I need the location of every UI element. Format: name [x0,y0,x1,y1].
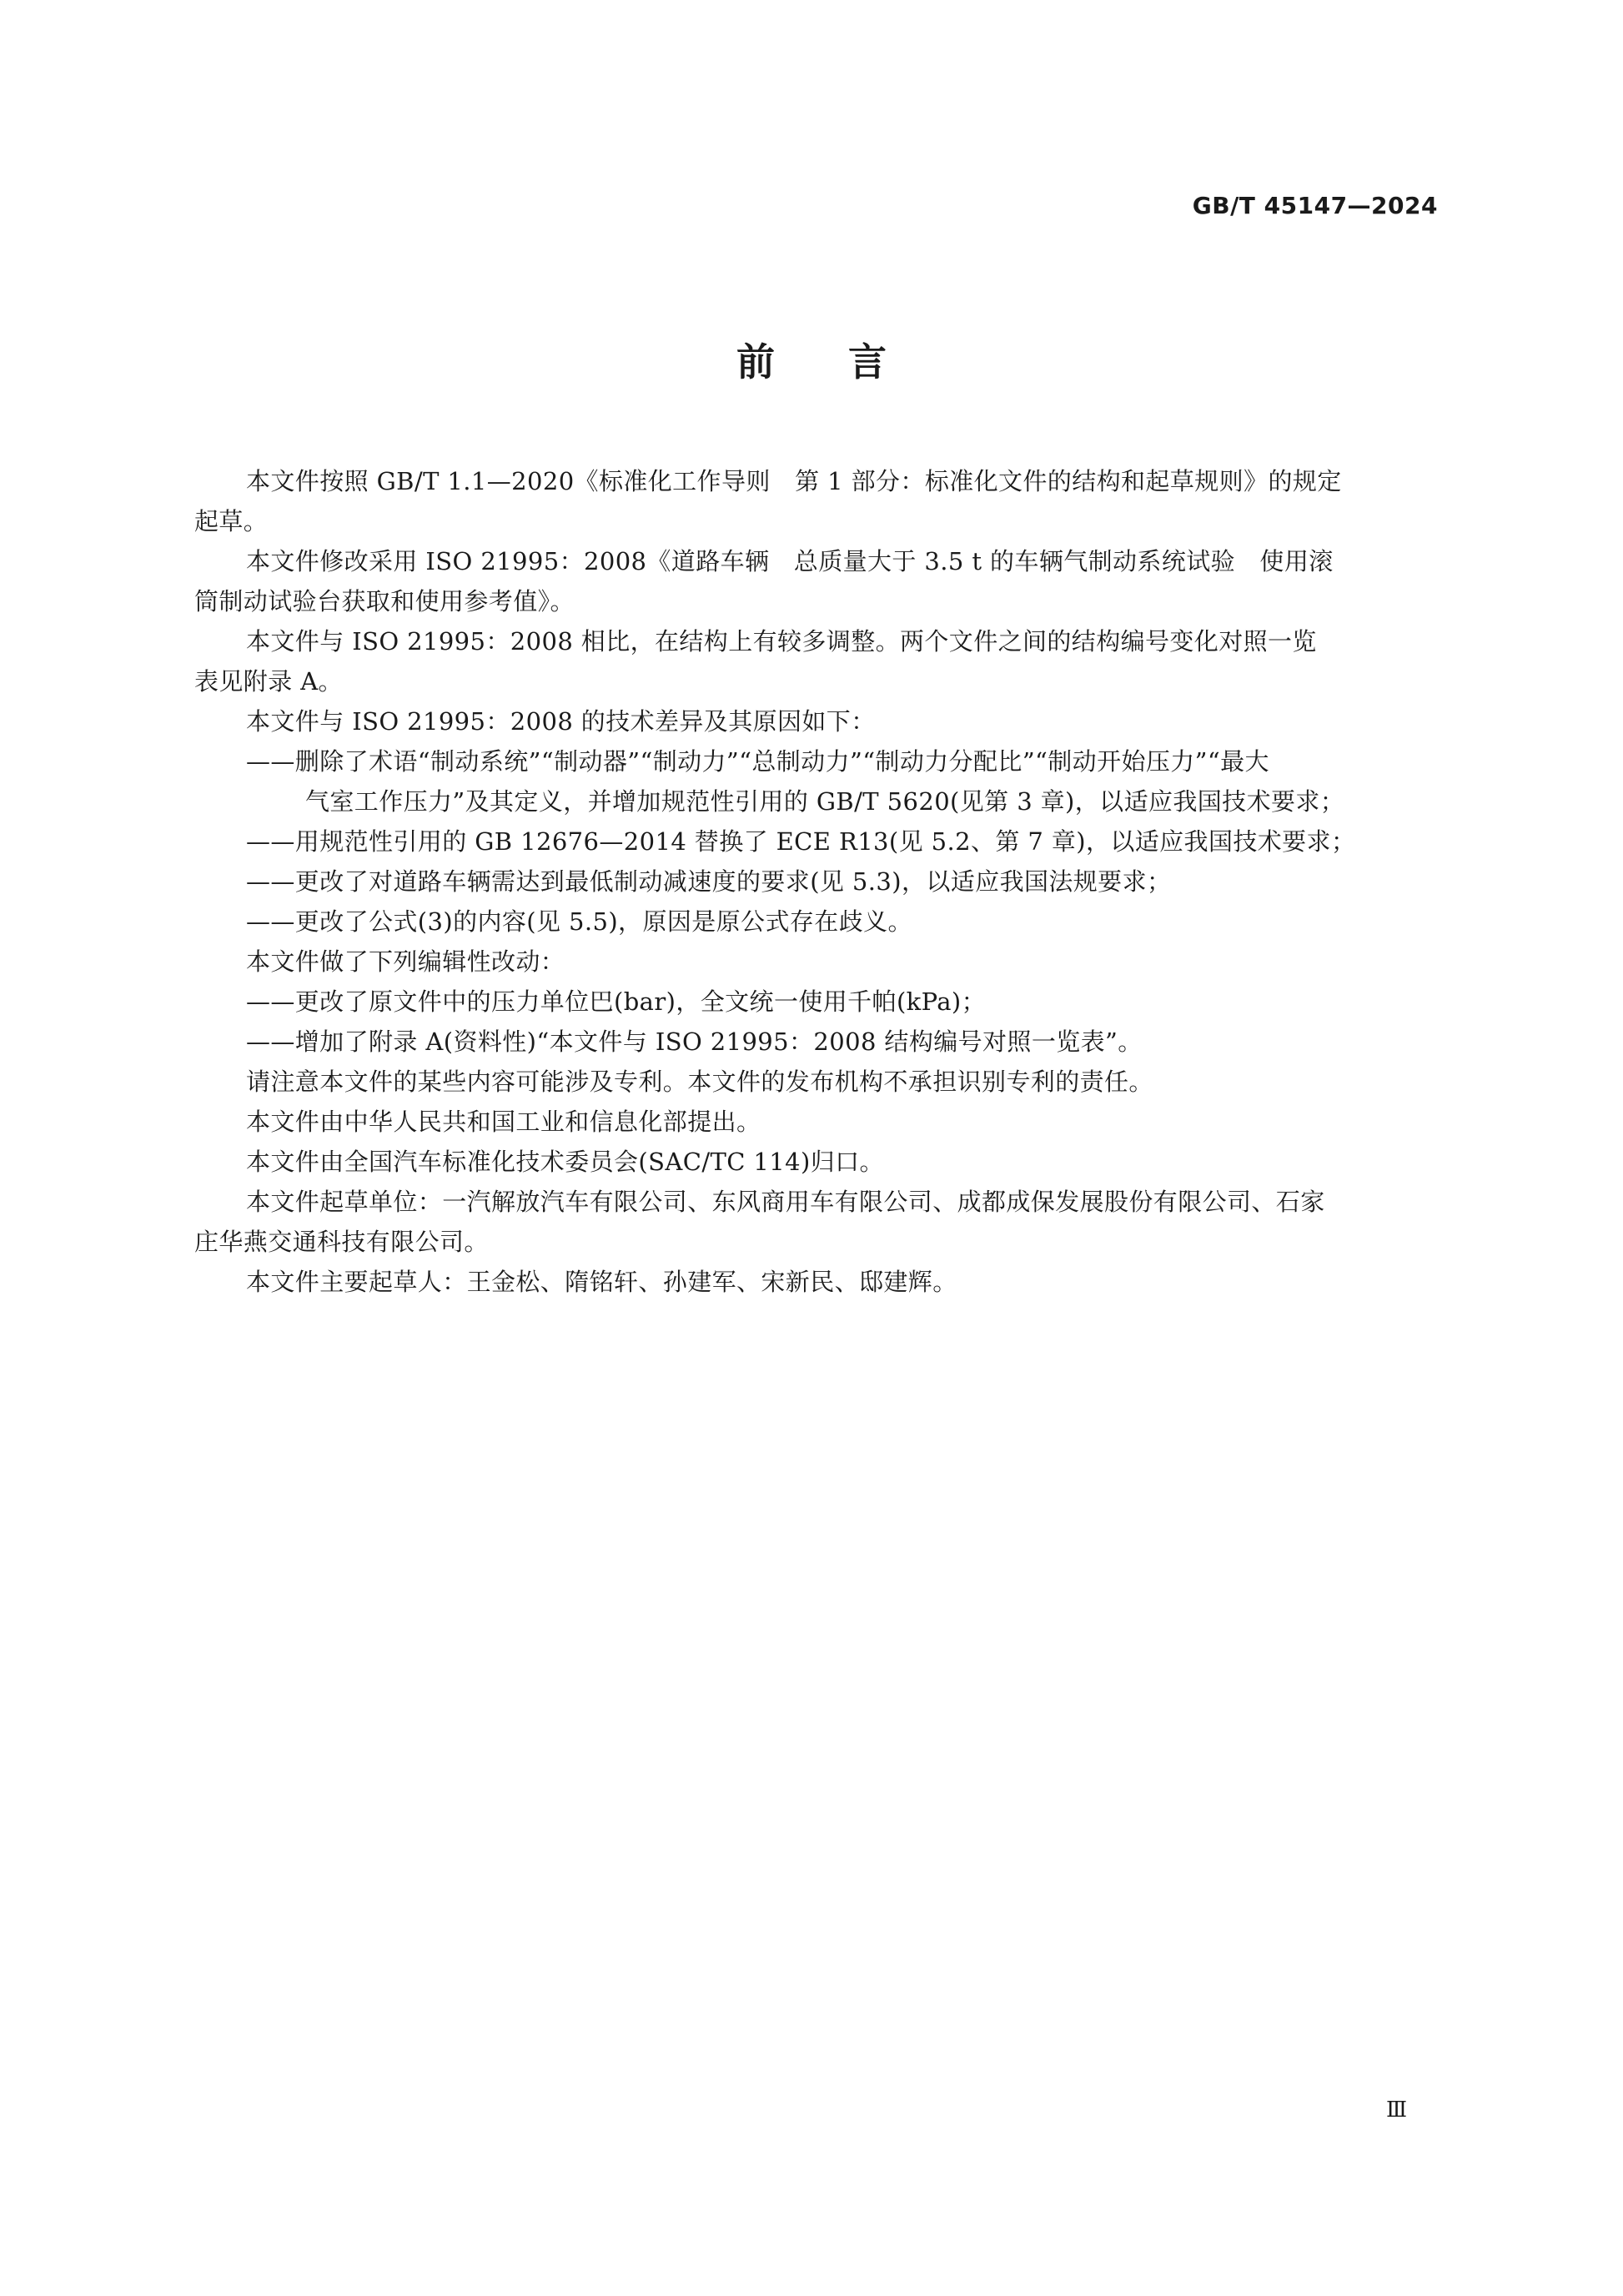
paragraph-line: 起草。 [194,507,269,535]
paragraph-line: 本文件由全国汽车标准化技术委员会(SAC/TC 114)归口。 [246,1148,884,1176]
foreword-body [194,461,1437,1302]
dash-list-item-continuation: 气室工作压力”及其定义，并增加规范性引用的 GB/T 5620(见第 3 章)，以适应我国技术要求； [305,787,1345,816]
paragraph-line: 表见附录 A。 [194,667,343,696]
paragraph-line: 请注意本文件的某些内容可能涉及专利。本文件的发布机构不承担识别专利的责任。 [246,1068,1153,1096]
page-number: Ⅲ [1386,2098,1408,2123]
paragraph-line: 本文件由中华人民共和国工业和信息化部提出。 [246,1108,761,1136]
paragraph-line: 本文件做了下列编辑性改动： [246,947,565,976]
standard-code: GB/T 45147—2024 [1192,192,1438,219]
paragraph-line: 本文件修改采用 ISO 21995：2008《道路车辆 总质量大于 3.5 t 的车辆气制动系统试验 使用滚 [246,547,1334,575]
page-title: 前言 [736,339,960,384]
dash-list-item: ——更改了原文件中的压力单位巴(bar)，全文统一使用千帕(kPa)； [246,987,987,1016]
paragraph-line: 本文件主要起草人：王金松、隋铭轩、孙建军、宋新民、邸建辉。 [246,1268,957,1296]
paragraph-line: 本文件按照 GB/T 1.1—2020《标准化工作导则 第 1 部分：标准化文件的结构和起草规则》的规定 [246,467,1342,495]
dash-list-item: ——删除了术语“制动系统”“制动器”“制动力”“总制动力”“制动力分配比”“制动开始压力”“最大 [246,747,1269,776]
dash-list-item: ——用规范性引用的 GB 12676—2014 替换了 ECE R13(见 5.2、第 7 章)，以适应我国技术要求； [246,827,1356,856]
dash-list-item: ——更改了对道路车辆需达到最低制动减速度的要求(见 5.3)，以适应我国法规要求； [246,867,1172,896]
dash-list-item: ——更改了公式(3)的内容(见 5.5)，原因是原公式存在歧义。 [246,907,912,936]
paragraph-line: 庄华燕交通科技有限公司。 [194,1228,489,1256]
paragraph-line: 筒制动试验台获取和使用参考值》。 [194,587,575,615]
paragraph-line: 本文件与 ISO 21995：2008 的技术差异及其原因如下： [246,707,876,736]
paragraph-line: 本文件与 ISO 21995：2008 相比，在结构上有较多调整。两个文件之间的结构编号变化对照一览 [246,627,1317,656]
paragraph-line: 本文件起草单位：一汽解放汽车有限公司、东风商用车有限公司、成都成保发展股份有限公司、石家 [246,1188,1325,1216]
dash-list-item: ——增加了附录 A(资料性)“本文件与 ISO 21995：2008 结构编号对照一览表”。 [246,1027,1143,1056]
